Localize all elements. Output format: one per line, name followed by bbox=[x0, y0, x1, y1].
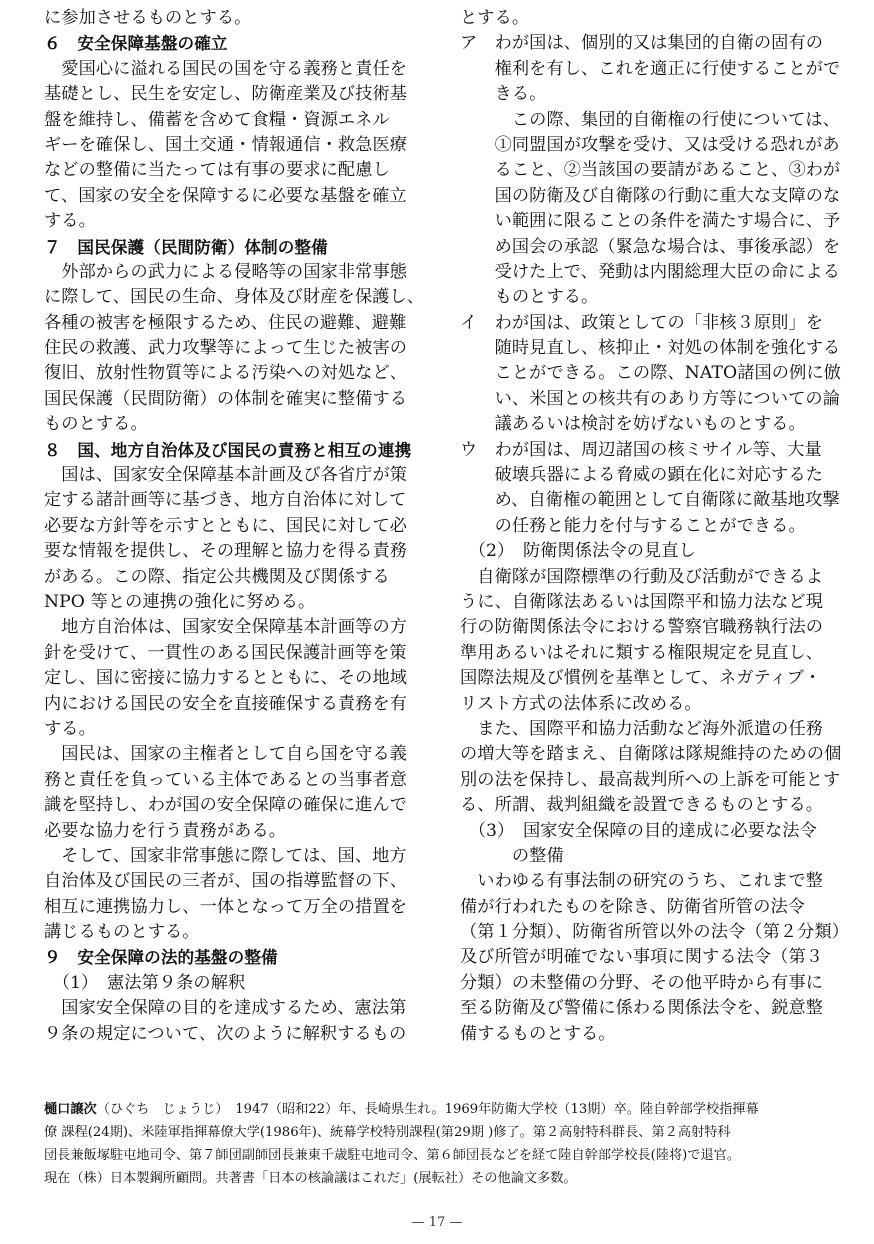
text-line: 国民保護（民間防衛）の体制を確実に整備する bbox=[44, 388, 408, 409]
text-line: め国会の承認（緊急な場合は、事後承認）を bbox=[460, 236, 841, 257]
text-line: 破壊兵器による脅威の顕在化に対応するた bbox=[460, 465, 824, 486]
text-line: 国の防衛及び自衛隊の行動に重大な支障のな bbox=[460, 185, 841, 206]
text-line: 自治体及び国民の三者が、国の指導監督の下、 bbox=[44, 871, 408, 892]
author-name: 樋口譲次 bbox=[44, 1102, 97, 1117]
text-line: 基礎とし、民生を安定し、防衛産業及び技術基 bbox=[44, 84, 408, 105]
bio-line-2: 僚 課程(24期)、米陸軍指揮幕僚大学(1986年)、統幕学校特別課程(第29期 )修了。第２高射特科群長、第２高射特科 bbox=[44, 1125, 731, 1140]
text-line: きる。 bbox=[460, 84, 547, 105]
text-line: ること、②当該国の要請があること、③わが bbox=[460, 160, 841, 181]
text-line: 地方自治体は、国家安全保障基本計画等の方 bbox=[44, 617, 408, 638]
text-line: がある。この際、指定公共機関及び関係する bbox=[44, 566, 390, 587]
right-column bbox=[460, 6, 850, 1047]
text-line: ①同盟国が攻撃を受け、又は受ける恐れがあ bbox=[460, 134, 840, 155]
section-heading: ７ 国民保護（民間防衛）体制の整備 bbox=[44, 237, 328, 257]
text-line: 定する諸計画等に基づき、地方自治体に対して bbox=[44, 490, 407, 511]
text-line: 随時見直し、核抑止・対処の体制を強化する bbox=[460, 338, 841, 359]
text-line: 識を堅持し、わが国の安全保障の確保に進んで bbox=[44, 795, 408, 816]
text-line: 愛国心に溢れる国民の国を守る義務と責任を bbox=[44, 58, 408, 79]
text-line: 定し、国に密接に協力するとともに、その地域 bbox=[44, 668, 408, 689]
text-line: ウ わが国は、周辺諸国の核ミサイル等、大量 bbox=[460, 439, 822, 460]
section-heading: ９ 安全保障の法的基盤の整備 bbox=[44, 948, 278, 968]
text-line: 行の防衛関係法令における警察官職務執行法の bbox=[460, 617, 824, 638]
text-line: 国民は、国家の主権者として自ら国を守る義 bbox=[44, 744, 408, 765]
bio-line-4: 現在（株）日本製鋼所顧問。共著書「日本の核論議はこれだ」(展転社）その他論文多数。 bbox=[44, 1171, 577, 1186]
bio-line-1: （ひぐち じょうじ） 1947（昭和22）年、長崎県生れ。1969年防衛大学校（13期）卒。陸自幹部学校指揮幕 bbox=[96, 1102, 759, 1117]
text-line: 準用あるいはそれに類する権限規定を見直し、 bbox=[460, 642, 824, 663]
text-line: ギーを確保し、国土交通・情報通信・救急医療 bbox=[44, 134, 408, 155]
text-line: の任務と能力を付与することができる。 bbox=[460, 515, 806, 536]
text-line: 盤を維持し、備蓄を含めて食糧・資源エネル bbox=[44, 109, 390, 130]
left-column bbox=[44, 6, 424, 1047]
text-line: 住民の救護、武力攻撃等によって生じた被害の bbox=[44, 338, 408, 359]
text-line: 必要な協力を行う責務がある。 bbox=[44, 820, 287, 841]
text-line: の増大等を踏まえ、自衛隊は隊規維持のための個 bbox=[460, 744, 842, 765]
text-line: （3） 国家安全保障の目的達成に必要な法令 bbox=[460, 820, 817, 841]
text-line: うに、自衛隊法あるいは国際平和協力法など現 bbox=[460, 591, 824, 612]
text-line: （第１分類）、防衛省所管以外の法令（第２分類） bbox=[460, 922, 850, 943]
text-line: 内における国民の安全を直接確保する責務を有 bbox=[44, 693, 408, 714]
text-line: 備が行われたものを除き、防衛省所管の法令 bbox=[460, 896, 806, 917]
text-line: 針を受けて、一貫性のある国民保護計画等を策 bbox=[44, 642, 407, 663]
text-line: 及び所管が明確でない事項に関する法令（第３ bbox=[460, 947, 824, 968]
text-line: 復旧、放射性物質等による汚染への対処など、 bbox=[44, 363, 408, 384]
text-line: 相互に連携協力し、一体となって万全の措置を bbox=[44, 896, 408, 917]
section-heading: ６ 安全保障基盤の確立 bbox=[44, 34, 228, 54]
text-line: に参加させるものとする。 bbox=[44, 8, 252, 28]
text-line: 権利を有し、これを適正に行使することがで bbox=[460, 58, 841, 79]
text-line: また、国際平和協力活動など海外派遣の任務 bbox=[460, 718, 824, 739]
text-line: する。 bbox=[44, 718, 96, 739]
text-line: 外部からの武力による侵略等の国家非常事態 bbox=[44, 261, 408, 282]
text-line: この際、集団的自衛権の行使については、 bbox=[460, 109, 840, 130]
text-line: （1） 憲法第９条の解釈 bbox=[44, 972, 246, 993]
text-line: する。 bbox=[44, 211, 96, 232]
text-line: とする。 bbox=[460, 8, 530, 28]
text-line: リスト方式の法体系に改める。 bbox=[460, 693, 702, 714]
text-line: 国家安全保障の目的を達成するため、憲法第 bbox=[44, 998, 407, 1019]
section-heading: ８ 国、地方自治体及び国民の責務と相互の連携 bbox=[44, 440, 412, 460]
text-line: 至る防衛及び警備に係わる関係法令を、鋭意整 bbox=[460, 998, 824, 1019]
text-line: る、所謂、裁判組織を設置できるものとする。 bbox=[460, 795, 824, 816]
text-line: の整備 bbox=[460, 845, 564, 866]
text-line: いわゆる有事法制の研究のうち、これまで整 bbox=[460, 871, 824, 892]
text-line: 務と責任を負っている主体であるとの当事者意 bbox=[44, 769, 408, 790]
text-line: て、国家の安全を保障するに必要な基盤を確立 bbox=[44, 185, 407, 206]
bio-line-3: 団長兼飯塚駐屯地司令、第７師団副師団長兼東千歳駐屯地司令、第６師団長などを経て陸自幹部学校長(陸将)で退官。 bbox=[44, 1148, 741, 1163]
text-line: い範囲に限ることの条件を満たす場合に、予 bbox=[460, 211, 841, 232]
text-line: ９条の規定について、次のように解釈するもの bbox=[44, 1023, 407, 1044]
text-line: 講じるものとする。 bbox=[44, 922, 200, 943]
text-line: に際して、国民の生命、身体及び財産を保護し、 bbox=[44, 287, 424, 308]
text-line: 自衛隊が国際標準の行動及び活動ができるよ bbox=[460, 566, 824, 587]
text-line: 国は、国家安全保障基本計画及び各省庁が策 bbox=[44, 465, 408, 486]
text-line: 必要な方針等を示すとともに、国民に対して必 bbox=[44, 515, 408, 536]
text-line: 備するものとする。 bbox=[460, 1023, 616, 1044]
text-line: などの整備に当たっては有事の要求に配慮し bbox=[44, 160, 390, 181]
text-line: 受けた上で、発動は内閣総理大臣の命による bbox=[460, 261, 840, 282]
text-line: 別の法を保持し、最高裁判所への上訴を可能とす bbox=[460, 769, 841, 790]
text-line: （2） 防衛関係法令の見直し bbox=[460, 541, 696, 562]
text-line: NPO 等との連携の強化に努める。 bbox=[44, 591, 316, 612]
text-line: ものとする。 bbox=[460, 287, 599, 308]
text-line: い、米国との核共有のあり方等についての論 bbox=[460, 388, 840, 409]
author-bio bbox=[44, 1098, 830, 1190]
text-line: 各種の被害を極限するため、住民の避難、避難 bbox=[44, 312, 407, 333]
page-number: — 17 — bbox=[411, 1215, 463, 1230]
text-line: め、自衛権の範囲として自衛隊に敵基地攻撃 bbox=[460, 490, 840, 511]
text-line: 議あるいは検討を妨げないものとする。 bbox=[460, 414, 806, 435]
text-line: ものとする。 bbox=[44, 414, 148, 435]
text-line: 分類）の未整備の分野、その他平時から有事に bbox=[460, 972, 824, 993]
text-line: ア わが国は、個別的又は集団的自衛の固有の bbox=[460, 33, 824, 54]
text-line: 国際法規及び慣例を基準として、ネガティブ・ bbox=[460, 668, 822, 689]
text-line: ことができる。この際、NATO諸国の例に倣 bbox=[460, 363, 841, 384]
text-line: 要な情報を提供し、その理解と協力を得る責務 bbox=[44, 541, 408, 562]
text-line: そして、国家非常事態に際しては、国、地方 bbox=[44, 845, 407, 866]
text-line: イ わが国は、政策としての「非核３原則」を bbox=[460, 312, 824, 333]
